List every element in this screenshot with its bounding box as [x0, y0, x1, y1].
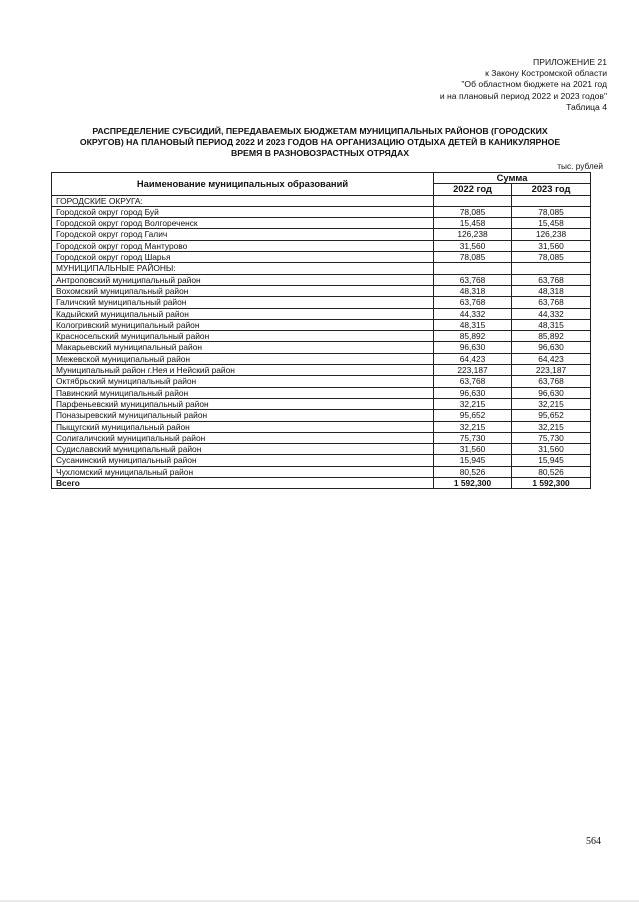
row-2023-cell: 96,630: [512, 342, 591, 353]
row-2022-cell: 223,187: [434, 365, 512, 376]
row-2023-cell: 48,315: [512, 319, 591, 330]
row-2022-cell: 32,215: [434, 421, 512, 432]
row-name-cell: Красносельский муниципальный район: [52, 331, 434, 342]
row-2023-cell: 63,768: [512, 297, 591, 308]
row-2023-cell: 31,560: [512, 240, 591, 251]
row-2022-cell: 63,768: [434, 297, 512, 308]
row-2023-cell: 126,238: [512, 229, 591, 240]
row-2022-cell: 78,085: [434, 206, 512, 217]
table-row: [52, 398, 591, 409]
row-name-cell: Макарьевский муниципальный район: [52, 342, 434, 353]
row-name-cell: Сусанинский муниципальный район: [52, 455, 434, 466]
row-2022-cell: 95,652: [434, 410, 512, 421]
row-2023-cell: 31,560: [512, 444, 591, 455]
row-name-cell: Поназыревский муниципальный район: [52, 410, 434, 421]
row-2023-cell: 85,892: [512, 331, 591, 342]
row-2022-cell: 78,085: [434, 252, 512, 263]
subsidy-table: [51, 172, 591, 489]
row-2023-cell: [512, 263, 591, 274]
row-2023-cell: 15,458: [512, 218, 591, 229]
row-2022-cell: 15,458: [434, 218, 512, 229]
row-2022-cell: 63,768: [434, 274, 512, 285]
row-2023-cell: 223,187: [512, 365, 591, 376]
column-header-2022: 2022 год: [434, 184, 512, 195]
row-name-cell: Городской округ город Мантурово: [52, 240, 434, 251]
row-2023-cell: 44,332: [512, 308, 591, 319]
row-2022-cell: 64,423: [434, 353, 512, 364]
row-2022-cell: 31,560: [434, 240, 512, 251]
row-2022-cell: [434, 195, 512, 206]
row-name-cell: Парфеньевский муниципальный район: [52, 398, 434, 409]
title-line: РАСПРЕДЕЛЕНИЕ СУБСИДИЙ, ПЕРЕДАВАЕМЫХ БЮДЖЕТАМ МУНИЦИПАЛЬНЫХ РАЙОНОВ (ГОРОДСКИХ: [92, 126, 548, 136]
appendix-title-line: ПРИЛОЖЕНИЕ 21: [533, 57, 607, 67]
row-2022-cell: 75,730: [434, 432, 512, 443]
row-2022-cell: 96,630: [434, 387, 512, 398]
table-row: [52, 410, 591, 421]
units-label: тыс. рублей: [557, 161, 603, 171]
row-2022-cell: 32,215: [434, 398, 512, 409]
table-row: [52, 432, 591, 443]
row-2023-cell: 64,423: [512, 353, 591, 364]
table-row: [52, 387, 591, 398]
row-2022-cell: 48,318: [434, 285, 512, 296]
column-header-2023: 2023 год: [512, 184, 591, 195]
table-row: [52, 444, 591, 455]
row-2023-cell: [512, 195, 591, 206]
table-row: [52, 421, 591, 432]
table-row: [52, 319, 591, 330]
table-row: [52, 252, 591, 263]
row-name-cell: Солигаличский муниципальный район: [52, 432, 434, 443]
row-2023-cell: 78,085: [512, 206, 591, 217]
row-name-cell: Вохомский муниципальный район: [52, 285, 434, 296]
total-label: Всего: [52, 478, 434, 489]
row-2022-cell: 85,892: [434, 331, 512, 342]
table-row: [52, 274, 591, 285]
row-2022-cell: 63,768: [434, 376, 512, 387]
table-row: [52, 195, 591, 206]
table-row: [52, 376, 591, 387]
row-2023-cell: 75,730: [512, 432, 591, 443]
column-header-name: Наименование муниципальных образований: [52, 173, 434, 196]
table-header-row: [52, 173, 591, 184]
row-name-cell: Кологривский муниципальный район: [52, 319, 434, 330]
row-2023-cell: 32,215: [512, 398, 591, 409]
table-number-line: Таблица 4: [566, 101, 607, 112]
page-edge-divider: [0, 900, 639, 902]
table-row: [52, 466, 591, 477]
table-row: [52, 365, 591, 376]
row-name-cell: Павинский муниципальный район: [52, 387, 434, 398]
row-name-cell: ГОРОДСКИЕ ОКРУГА:: [52, 195, 434, 206]
table-row: [52, 263, 591, 274]
appendix-law-line: к Закону Костромской области: [485, 68, 607, 79]
appendix-period-line: и на плановый период 2022 и 2023 годов": [439, 90, 607, 101]
title-line: ОКРУГОВ) НА ПЛАНОВЫЙ ПЕРИОД 2022 И 2023 ГОДОВ НА ОРГАНИЗАЦИЮ ОТДЫХА ДЕТЕЙ В КАНИКУЛЯРНОЕ: [79, 137, 561, 147]
table-row: [52, 353, 591, 364]
document-title: [60, 126, 580, 159]
table-row: [52, 206, 591, 217]
row-name-cell: Муниципальный район г.Нея и Нейский район: [52, 365, 434, 376]
table-row: [52, 285, 591, 296]
row-name-cell: Городской округ город Галич: [52, 229, 434, 240]
table-row: [52, 308, 591, 319]
row-2022-cell: 96,630: [434, 342, 512, 353]
row-name-cell: МУНИЦИПАЛЬНЫЕ РАЙОНЫ:: [52, 263, 434, 274]
row-name-cell: Галичский муниципальный район: [52, 297, 434, 308]
table-row: [52, 229, 591, 240]
table-row: [52, 331, 591, 342]
row-2023-cell: 78,085: [512, 252, 591, 263]
table-row: [52, 240, 591, 251]
total-row: [52, 478, 591, 489]
row-2023-cell: 96,630: [512, 387, 591, 398]
row-name-cell: Антроповский муниципальный район: [52, 274, 434, 285]
row-name-cell: Городской округ город Буй: [52, 206, 434, 217]
table-row: [52, 218, 591, 229]
row-2023-cell: 80,526: [512, 466, 591, 477]
row-name-cell: Судиславский муниципальный район: [52, 444, 434, 455]
appendix-header: [287, 57, 607, 113]
table-row: [52, 455, 591, 466]
row-name-cell: Октябрьский муниципальный район: [52, 376, 434, 387]
row-2023-cell: 48,318: [512, 285, 591, 296]
total-2023: 1 592,300: [512, 478, 591, 489]
table-row: [52, 342, 591, 353]
row-2023-cell: 63,768: [512, 274, 591, 285]
row-name-cell: Чухломский муниципальный район: [52, 466, 434, 477]
row-name-cell: Межевской муниципальный район: [52, 353, 434, 364]
row-2022-cell: 31,560: [434, 444, 512, 455]
row-2023-cell: 15,945: [512, 455, 591, 466]
row-name-cell: Пыщугский муниципальный район: [52, 421, 434, 432]
row-2022-cell: 15,945: [434, 455, 512, 466]
row-2022-cell: 126,238: [434, 229, 512, 240]
page-number: 564: [586, 836, 601, 847]
row-name-cell: Городской округ город Шарья: [52, 252, 434, 263]
row-2023-cell: 63,768: [512, 376, 591, 387]
table-row: [52, 297, 591, 308]
row-name-cell: Кадыйский муниципальный район: [52, 308, 434, 319]
row-2022-cell: 80,526: [434, 466, 512, 477]
total-2022: 1 592,300: [434, 478, 512, 489]
title-line: ВРЕМЯ В РАЗНОВОЗРАСТНЫХ ОТРЯДАХ: [230, 148, 410, 158]
appendix-budget-line: "Об областном бюджете на 2021 год: [461, 79, 607, 90]
row-2023-cell: 95,652: [512, 410, 591, 421]
row-name-cell: Городской округ город Волгореченск: [52, 218, 434, 229]
row-2022-cell: 44,332: [434, 308, 512, 319]
column-header-sum: Сумма: [434, 173, 591, 184]
row-2022-cell: [434, 263, 512, 274]
row-2022-cell: 48,315: [434, 319, 512, 330]
row-2023-cell: 32,215: [512, 421, 591, 432]
